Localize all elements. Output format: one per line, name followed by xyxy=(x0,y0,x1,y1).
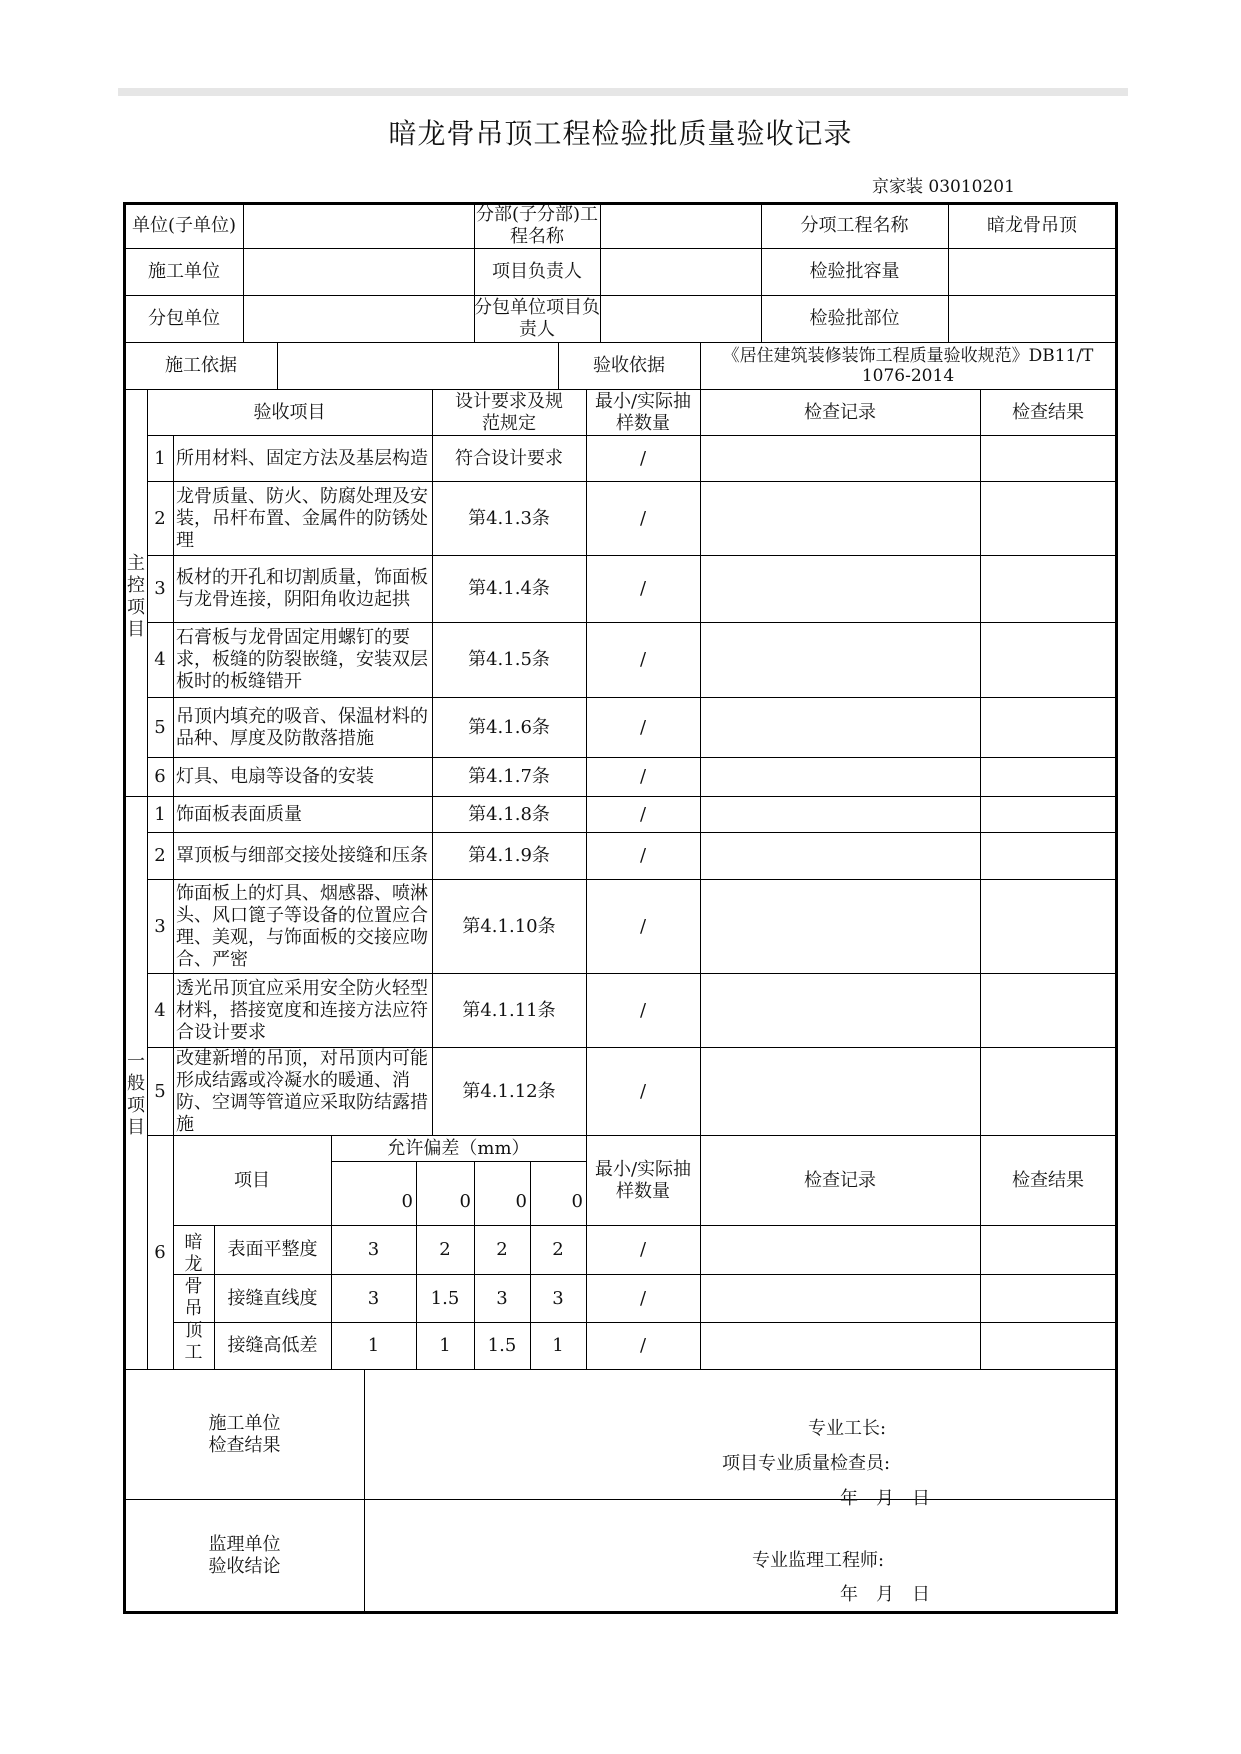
main-category-label: 主控项目 xyxy=(127,553,145,640)
batch-location-label: 检验批部位 xyxy=(809,308,900,329)
tolerance-sample: / xyxy=(639,1335,647,1356)
main-item-result[interactable] xyxy=(980,482,1116,555)
tolerance-value: 1.5 xyxy=(430,1287,460,1309)
sub-leader-label: 分包单位项目负责人 xyxy=(474,297,600,340)
general-item-result[interactable] xyxy=(980,1048,1116,1135)
tolerance-value: 3 xyxy=(367,1287,380,1309)
main-item-sample: / xyxy=(639,578,647,599)
general-item-result[interactable] xyxy=(980,974,1116,1047)
main-item-sample: / xyxy=(639,507,647,529)
general-category-label: 一般项目 xyxy=(127,1051,145,1138)
general-item-req: 第4.1.9条 xyxy=(468,845,550,866)
unit-label: 单位(子单位) xyxy=(131,215,237,236)
unit-value[interactable] xyxy=(243,204,474,248)
main-item-sample: / xyxy=(639,716,647,738)
tolerance-subhead: 0 xyxy=(571,1191,583,1212)
tolerance-result[interactable] xyxy=(980,1275,1116,1322)
general-item-req: 第4.1.10条 xyxy=(462,915,556,937)
general-item-text: 透光吊顶宜应采用安全防火轻型材料，搭接宽度和连接方法应符合设计要求 xyxy=(176,977,428,1043)
tolerance-value: 2 xyxy=(439,1239,451,1260)
general-item-record[interactable] xyxy=(700,880,980,973)
general-item-req: 第4.1.8条 xyxy=(468,803,550,825)
main-item-no: 6 xyxy=(154,766,166,787)
general-item-record[interactable] xyxy=(700,833,980,879)
tolerance-value: 2 xyxy=(496,1239,508,1260)
general-item-req: 第4.1.12条 xyxy=(462,1080,556,1102)
tolerance-value: 1 xyxy=(439,1335,451,1356)
main-item-req: 第4.1.7条 xyxy=(468,766,550,787)
general-item-record[interactable] xyxy=(700,974,980,1047)
acceptance-basis-label: 验收依据 xyxy=(593,355,665,376)
main-item-req: 第4.1.4条 xyxy=(468,578,550,599)
main-item-req: 第4.1.5条 xyxy=(468,649,550,670)
general-item-no: 1 xyxy=(154,803,166,825)
page-title: 暗龙骨吊顶工程检验批质量验收记录 xyxy=(388,117,853,150)
supervision-date: 年 月 日 xyxy=(840,1584,930,1605)
main-item-result[interactable] xyxy=(980,698,1116,757)
main-item-no: 2 xyxy=(154,507,166,529)
general-item-text: 饰面板上的灯具、烟感器、喷淋头、风口篦子等设备的位置应合理、美观，与饰面板的交接应吻合、严密 xyxy=(176,882,428,970)
supervision-label: 监理单位验收结论 xyxy=(208,1533,281,1577)
general-item-record[interactable] xyxy=(700,797,980,832)
tolerance-sample: / xyxy=(639,1287,647,1309)
main-item-req: 符合设计要求 xyxy=(455,447,563,469)
main-item-record[interactable] xyxy=(700,623,980,697)
main-item-result[interactable] xyxy=(980,623,1116,697)
main-item-no: 3 xyxy=(154,578,166,599)
col-result-header: 检查结果 xyxy=(1012,401,1084,423)
general-item-sample: / xyxy=(639,1080,647,1102)
project-leader-label: 项目负责人 xyxy=(492,261,582,282)
main-item-text: 所用材料、固定方法及基层构造 xyxy=(176,447,428,469)
tolerance-subhead: 0 xyxy=(515,1191,527,1212)
tolerance-value: 1 xyxy=(552,1335,564,1356)
tolerance-item-header: 项目 xyxy=(234,1169,270,1191)
check-date: 年 月 日 xyxy=(840,1488,930,1509)
general-item-record[interactable] xyxy=(700,1048,980,1135)
main-item-req: 第4.1.6条 xyxy=(468,716,550,738)
general-item-text: 罩顶板与细部交接处接缝和压条 xyxy=(176,845,428,866)
main-item-sample: / xyxy=(639,766,647,787)
general-item-no: 2 xyxy=(154,845,166,866)
general-item-req: 第4.1.11条 xyxy=(462,999,556,1021)
general-item-sample: / xyxy=(639,915,647,937)
main-item-text: 石膏板与龙骨固定用螺钉的要求，板缝的防裂嵌缝，安装双层板时的板缝错开 xyxy=(176,627,428,692)
division-label: 分部(子分部)工程名称 xyxy=(475,204,599,247)
main-item-text: 龙骨质量、防火、防腐处理及安装，吊杆布置、金属件的防锈处理 xyxy=(176,485,428,551)
batch-capacity-value[interactable] xyxy=(948,249,1116,295)
construction-unit-value[interactable] xyxy=(243,249,474,295)
batch-capacity-label: 检验批容量 xyxy=(809,261,900,282)
general-item-no: 3 xyxy=(154,915,166,937)
col-record-header: 检查记录 xyxy=(804,401,876,423)
sub-item-value: 暗龙骨吊顶 xyxy=(987,215,1077,236)
sub-leader-value[interactable] xyxy=(600,296,761,342)
tolerance-header: 允许偏差（mm） xyxy=(387,1137,530,1159)
inspector-signature: 项目专业质量检查员: xyxy=(722,1453,891,1474)
tolerance-record[interactable] xyxy=(700,1323,980,1369)
doc-code: 京家装 03010201 xyxy=(872,177,1015,197)
main-item-no: 5 xyxy=(154,716,166,738)
subcontractor-label: 分包单位 xyxy=(148,308,220,329)
main-item-req: 第4.1.3条 xyxy=(468,507,550,529)
general-item-sample: / xyxy=(639,845,647,866)
general-item-text: 改建新增的吊顶，对吊顶内可能形成结露或冷凝水的暖通、消防、空调等管道应采取防结露措施 xyxy=(176,1048,428,1135)
tolerance-value: 1 xyxy=(367,1335,380,1356)
general-item-result[interactable] xyxy=(980,880,1116,973)
general-item-text: 饰面板表面质量 xyxy=(176,803,302,825)
general-item-result[interactable] xyxy=(980,833,1116,879)
main-item-result[interactable] xyxy=(980,556,1116,622)
acceptance-basis-value: 《居住建筑装修装饰工程质量验收规范》DB11/T 1076-2014 xyxy=(722,346,1094,386)
sub-item-label: 分项工程名称 xyxy=(800,215,909,236)
col-item-header: 验收项目 xyxy=(253,401,326,423)
tolerance-subhead: 0 xyxy=(459,1191,471,1212)
top-rule xyxy=(118,88,1128,96)
tolerance-result[interactable] xyxy=(980,1226,1116,1274)
subcontractor-value[interactable] xyxy=(243,296,474,342)
main-item-record[interactable] xyxy=(700,436,980,481)
tolerance-record-header: 检查记录 xyxy=(804,1169,876,1191)
project-leader-value[interactable] xyxy=(600,249,761,295)
main-item-record[interactable] xyxy=(700,482,980,555)
tolerance-sample-header: 最小/实际抽样数量 xyxy=(594,1158,692,1202)
col-design-header: 设计要求及规范规定 xyxy=(455,390,563,434)
general-item-result[interactable] xyxy=(980,797,1116,832)
general-item-no: 4 xyxy=(154,999,166,1021)
main-item-result[interactable] xyxy=(980,758,1116,796)
general-item-sample: / xyxy=(639,803,647,825)
general-item-sample: / xyxy=(639,999,647,1021)
main-item-record[interactable] xyxy=(700,698,980,757)
construction-unit-label: 施工单位 xyxy=(148,261,220,282)
division-value[interactable] xyxy=(600,204,761,248)
tolerance-value: 3 xyxy=(367,1239,380,1260)
tolerance-record[interactable] xyxy=(700,1226,980,1274)
tolerance-value: 1.5 xyxy=(487,1335,517,1356)
tolerance-value: 3 xyxy=(496,1287,508,1309)
construction-check-label: 施工单位检查结果 xyxy=(208,1412,281,1456)
tolerance-subhead: 0 xyxy=(401,1191,413,1212)
main-item-sample: / xyxy=(639,447,647,469)
main-item-text: 板材的开孔和切割质量，饰面板与龙骨连接，阴阳角收边起拱 xyxy=(176,567,428,610)
tolerance-group-label: 暗龙骨吊顶工 xyxy=(184,1231,203,1363)
construction-basis-value[interactable] xyxy=(277,343,558,389)
main-item-text: 吊顶内填充的吸音、保温材料的品种、厚度及防散落措施 xyxy=(176,705,428,749)
tolerance-row-name: 接缝直线度 xyxy=(227,1287,318,1309)
tolerance-record[interactable] xyxy=(700,1275,980,1322)
tolerance-item-no: 6 xyxy=(154,1241,166,1263)
main-item-record[interactable] xyxy=(700,556,980,622)
supervisor-signature: 专业监理工程师: xyxy=(752,1550,885,1571)
main-item-no: 1 xyxy=(154,447,166,469)
tolerance-value: 2 xyxy=(552,1239,564,1260)
main-item-result[interactable] xyxy=(980,436,1116,481)
col-sample-header: 最小/实际抽样数量 xyxy=(594,390,692,434)
supervision-area[interactable] xyxy=(364,1500,1116,1611)
foreman-signature: 专业工长: xyxy=(808,1418,887,1439)
main-item-sample: / xyxy=(639,649,647,670)
tolerance-result[interactable] xyxy=(980,1323,1116,1369)
tolerance-row-name: 接缝高低差 xyxy=(227,1335,318,1356)
batch-location-value[interactable] xyxy=(948,296,1116,342)
construction-check-area[interactable] xyxy=(364,1370,1116,1499)
tolerance-row-name: 表面平整度 xyxy=(227,1239,318,1260)
tolerance-value: 3 xyxy=(552,1287,564,1309)
tolerance-sample: / xyxy=(639,1239,647,1260)
tolerance-result-header: 检查结果 xyxy=(1012,1169,1084,1191)
main-item-no: 4 xyxy=(154,649,166,670)
general-item-no: 5 xyxy=(154,1080,166,1102)
main-item-record[interactable] xyxy=(700,758,980,796)
main-item-text: 灯具、电扇等设备的安装 xyxy=(176,766,374,787)
construction-basis-label: 施工依据 xyxy=(165,355,237,376)
